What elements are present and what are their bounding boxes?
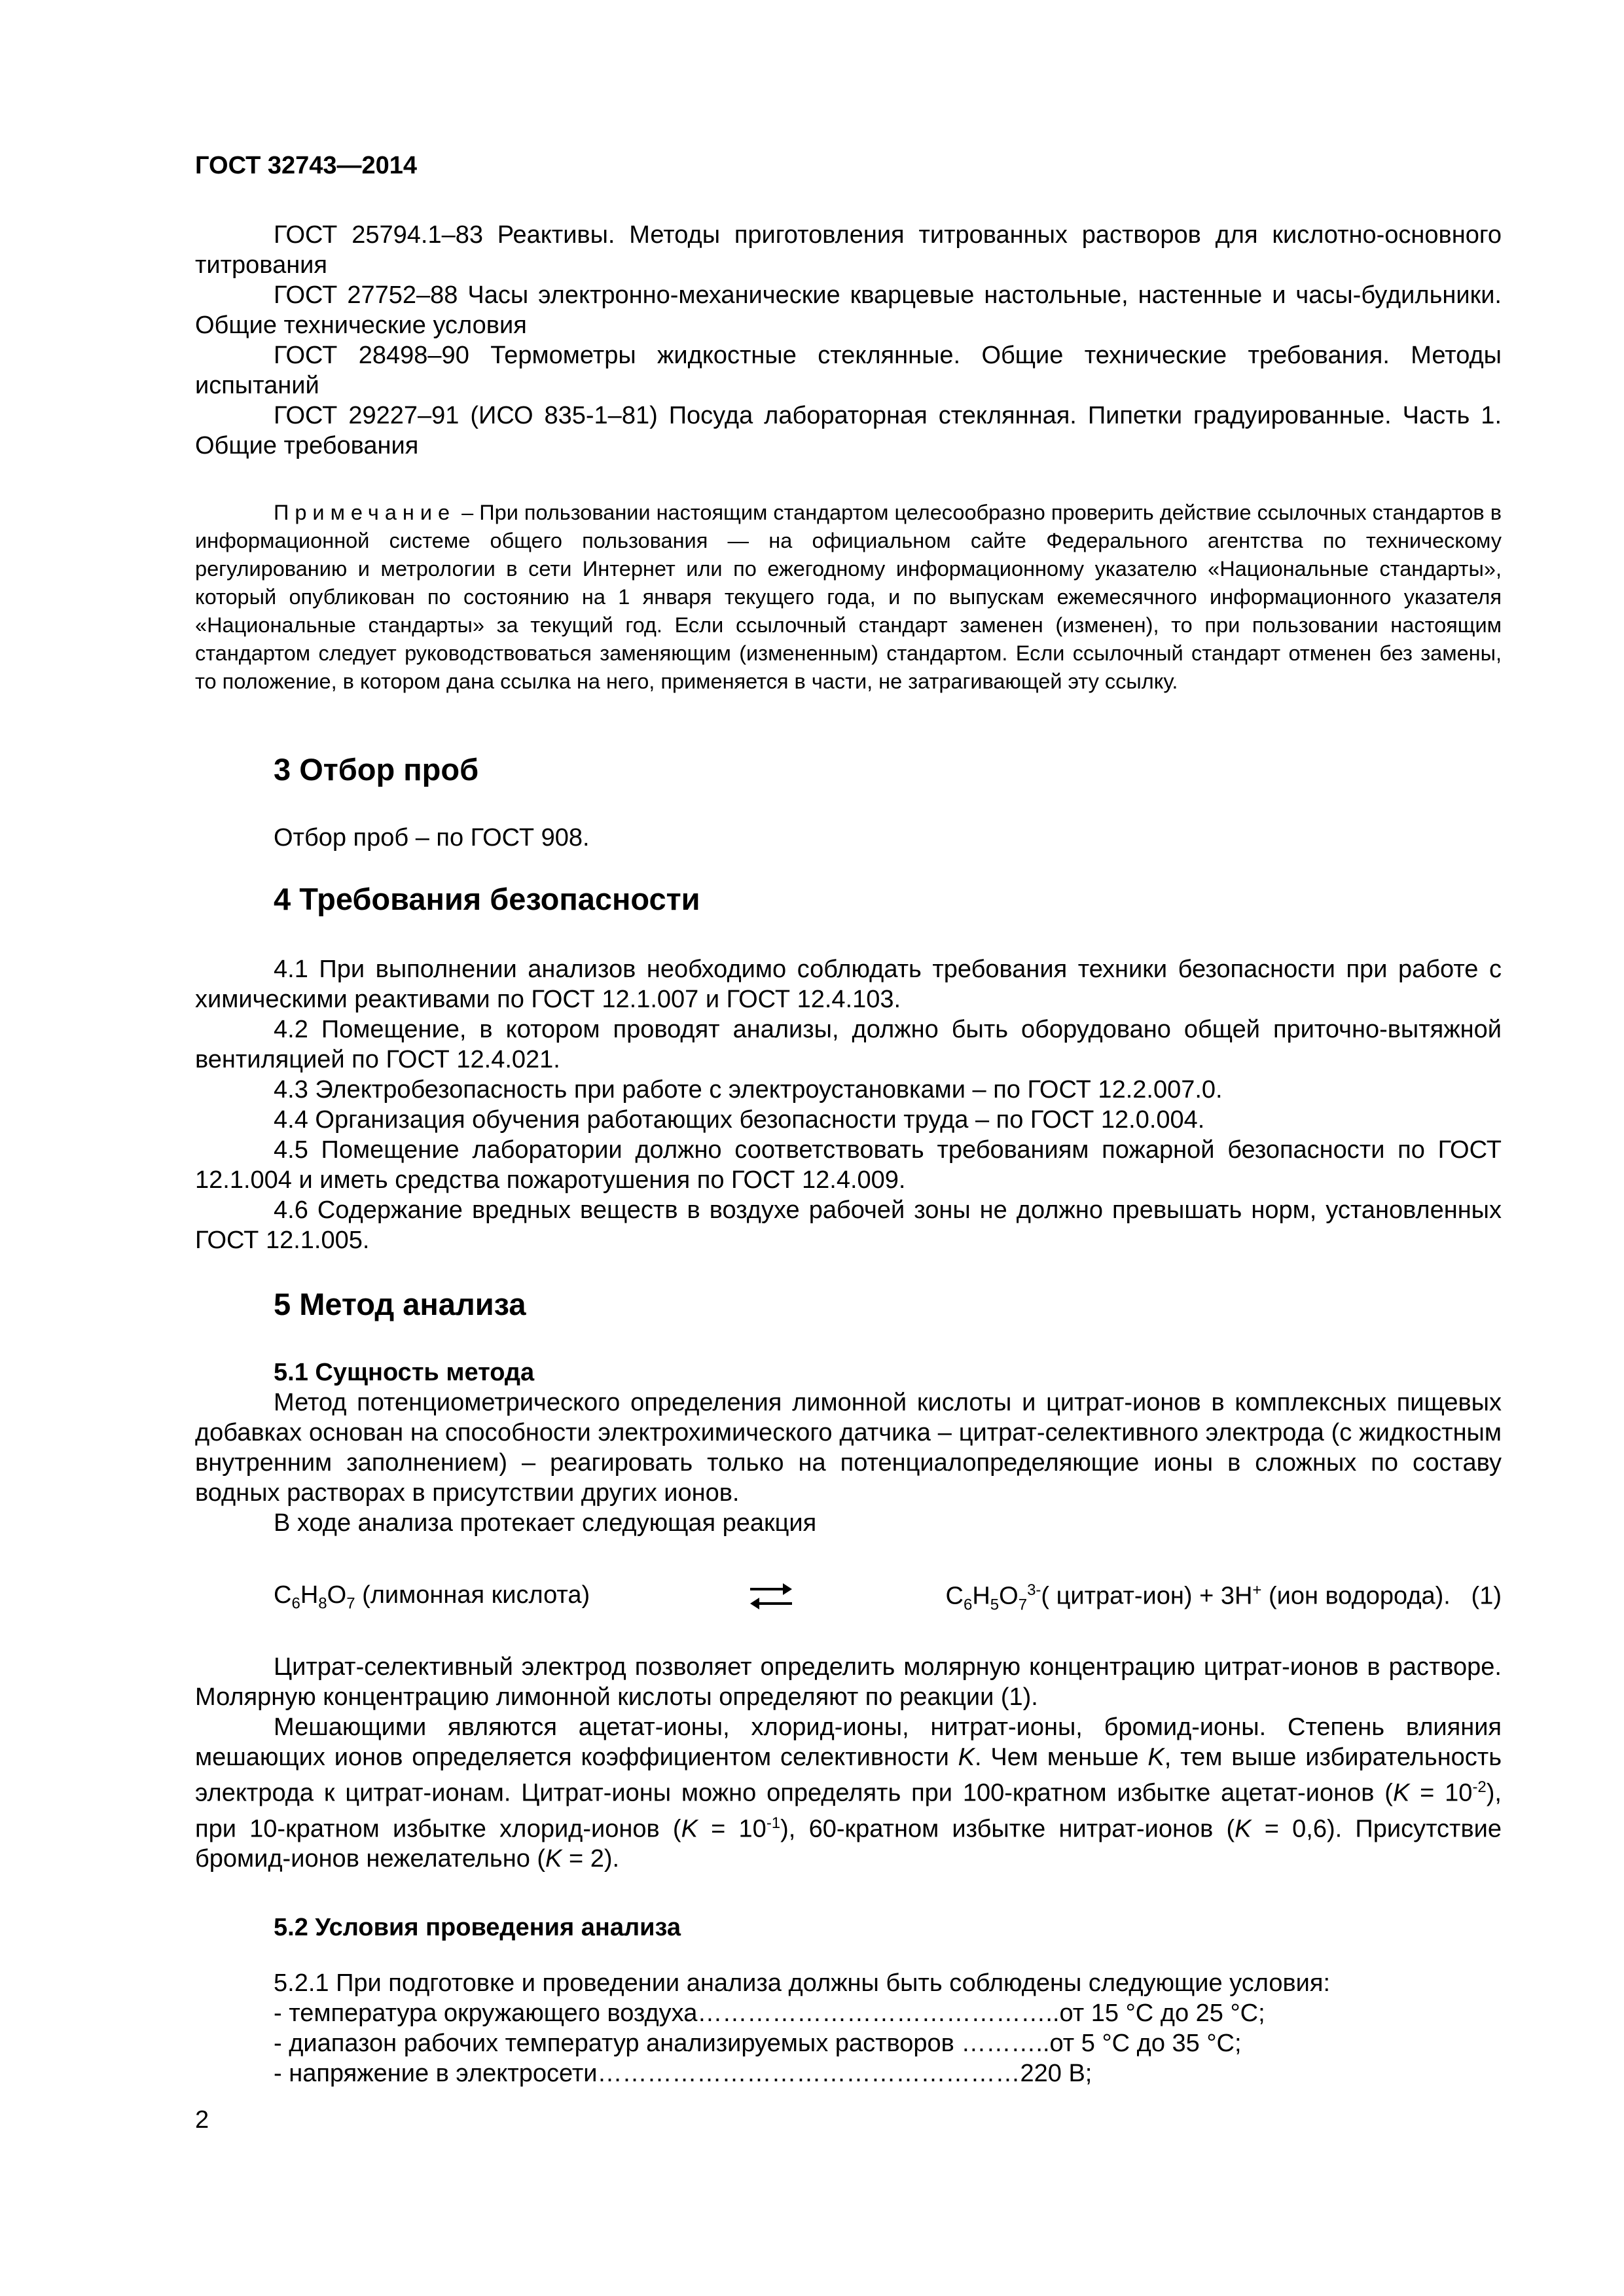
note-label: Примечание bbox=[274, 501, 456, 524]
equation-left: $C_6H_8O_7$ (лимонная кислота) bbox=[274, 1581, 590, 1613]
reference-item: ГОСТ 25794.1–83 Реактивы. Методы приготовления титрованных растворов для кислотно-основного титрования bbox=[195, 221, 1502, 279]
section-paragraph: Отбор проб – по ГОСТ 908. bbox=[274, 824, 590, 852]
section-5-2 bbox=[195, 1912, 1502, 1943]
subsection-title: 5.2 Условия проведения анализа bbox=[274, 1914, 681, 1941]
note-block bbox=[195, 499, 1502, 696]
reference-item: ГОСТ 29227–91 (ИСО 835-1–81) Посуда лабораторная стеклянная. Пипетки градуированные. Часть 1. Общие требования bbox=[195, 402, 1502, 459]
section-4-body bbox=[195, 954, 1502, 1255]
note-paragraph bbox=[195, 499, 1502, 696]
section-paragraph: 4.5 Помещение лаборатории должно соответствовать требованиям пожарной безопасности по ГОСТ 12.1.004 и иметь средства пожаротушения по ГОСТ 12.4.009. bbox=[195, 1136, 1502, 1194]
condition-item: - температура окружающего воздуха……………………………………..от 15 °С до 25 °С; bbox=[274, 2000, 1265, 2027]
section-title: 5 Метод анализа bbox=[274, 1287, 526, 1321]
section-5-1 bbox=[195, 1357, 1502, 1538]
equilibrium-arrows-icon bbox=[745, 1576, 797, 1615]
section-5-2-body bbox=[195, 1968, 1502, 2089]
section-3 bbox=[195, 751, 1502, 787]
section-5-1-cont bbox=[195, 1652, 1502, 1874]
section-paragraph: 4.6 Содержание вредных веществ в воздухе рабочей зоны не должно превышать норм, установленных ГОСТ 12.1.005. bbox=[195, 1196, 1502, 1254]
section-paragraph: 4.3 Электробезопасность при работе с электроустановками – по ГОСТ 12.2.007.0. bbox=[274, 1076, 1223, 1103]
equation-number: (1) bbox=[1471, 1582, 1502, 1610]
normative-references bbox=[195, 220, 1502, 461]
section-paragraph: Метод потенциометрического определения лимонной кислоты и цитрат-ионов в комплексных пищевых добавках основан на способности электрохимического датчика – цитрат-селективного электрода (с жидкостным внутренним заполнением) – реагировать только на потенциалопределяющие ионы в сложных по составу водных растворах в присутствии других ионов. bbox=[195, 1389, 1502, 1507]
condition-item: - напряжение в электросети……………………………………………220 В; bbox=[274, 2060, 1092, 2087]
section-3-body bbox=[195, 823, 1502, 853]
section-4 bbox=[195, 881, 1502, 917]
document-header: ГОСТ 32743—2014 bbox=[195, 152, 418, 179]
section-paragraph: 4.2 Помещение, в котором проводят анализы, должно быть оборудовано общей приточно-вытяжной вентиляцией по ГОСТ 12.4.021. bbox=[195, 1016, 1502, 1073]
reference-item: ГОСТ 27752–88 Часы электронно-механические кварцевые настольные, настенные и часы-будильники. Общие технические условия bbox=[195, 281, 1502, 339]
equation-right: $C_6H_5O_7^{3-}$( цитрат-ион) + 3H+ (ион водорода). (1) bbox=[945, 1581, 1502, 1614]
section-paragraph: Мешающими являются ацетат-ионы, хлорид-ионы, нитрат-ионы, бромид-ионы. Степень влияния мешающих ионов определяется коэффициентом селективности K. Чем меньше K, тем выше избирательность электрода к цитрат-ионам. Цитрат-ионы можно определять при 100-кратном избытке ацетат-ионов $(K = 10^{-2})$, при 10-кратном избытке хлорид-ионов $(K = 10^{-1})$, 60-кратном избытке нитрат-ионов (K = 0,6). Присутствие бромид-ионов нежелательно (K = 2). bbox=[195, 1713, 1502, 1873]
reference-item: ГОСТ 28498–90 Термометры жидкостные стеклянные. Общие технические требования. Методы испытаний bbox=[195, 342, 1502, 399]
note-text: – При пользовании настоящим стандартом целесообразно проверить действие ссылочных стандартов в информационной системе общего пользования — на официальном сайте Федерального агентства по техническому регулированию и метрологии в сети Интернет или по ежегодному информационному указателю «Национальные стандарты», который опубликован по состоянию на 1 января текущего года, и по выпускам ежемесячного информационного указателя «Национальные стандарты» за текущий год. Если ссылочный стандарт заменен (изменен), то при пользовании настоящим стандартом следует руководствоваться заменяющим (измененным) стандартом. Если ссылочный стандарт отменен без замены, то положение, в котором дана ссылка на него, применяется в части, не затрагивающей эту ссылку. bbox=[195, 501, 1502, 693]
section-title: 4 Требования безопасности bbox=[274, 882, 700, 916]
section-paragraph: В ходе анализа протекает следующая реакция bbox=[274, 1509, 817, 1537]
reaction-equation bbox=[274, 1576, 1502, 1615]
condition-item: - диапазон рабочих температур анализируемых растворов ………..от 5 °С до 35 °С; bbox=[274, 2030, 1242, 2057]
section-5 bbox=[195, 1286, 1502, 1322]
section-paragraph: 5.2.1 При подготовке и проведении анализа должны быть соблюдены следующие условия: bbox=[274, 1969, 1331, 1997]
section-paragraph: 4.4 Организация обучения работающих безопасности труда – по ГОСТ 12.0.004. bbox=[274, 1106, 1205, 1134]
page-number: 2 bbox=[195, 2106, 209, 2134]
subsection-title: 5.1 Сущность метода bbox=[274, 1359, 535, 1386]
section-paragraph: Цитрат-селективный электрод позволяет определить молярную концентрацию цитрат-ионов в растворе. Молярную концентрацию лимонной кислоты определяют по реакции (1). bbox=[195, 1653, 1502, 1711]
section-title: 3 Отбор проб bbox=[274, 752, 479, 787]
section-paragraph: 4.1 При выполнении анализов необходимо соблюдать требования техники безопасности при работе с химическими реактивами по ГОСТ 12.1.007 и ГОСТ 12.4.103. bbox=[195, 956, 1502, 1013]
